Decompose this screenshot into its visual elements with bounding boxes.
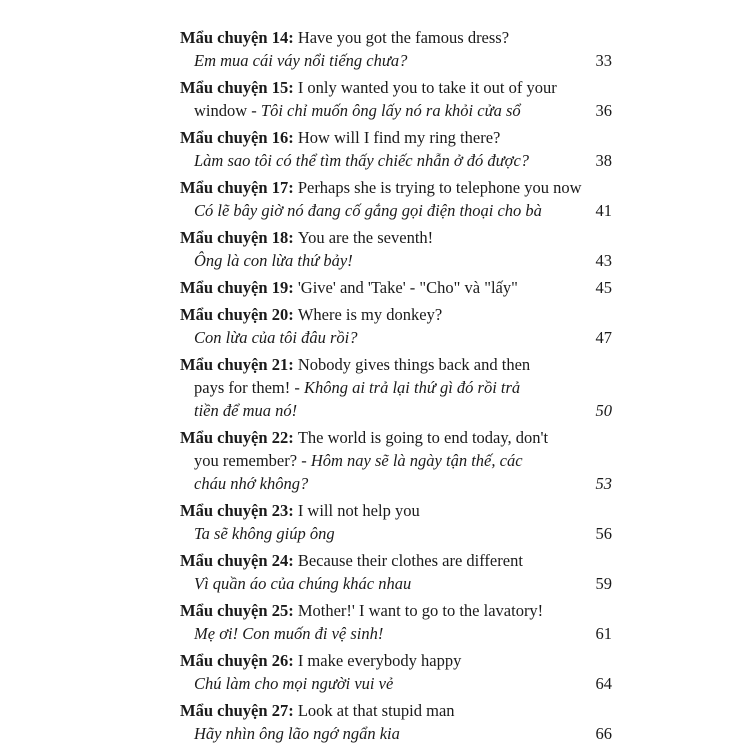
toc-entry-number: 24	[271, 551, 289, 570]
toc-entry-translation-line	[180, 522, 612, 545]
toc-entry	[180, 126, 612, 172]
toc-entry-label: Mẩu chuyện 20:	[180, 305, 298, 324]
toc-entry-vietnamese-title: Hãy nhìn ông lão ngớ ngẩn kia	[194, 724, 400, 743]
toc-entry-translation-line	[180, 376, 612, 399]
toc-entry	[180, 26, 612, 72]
toc-entry-page-number: 47	[595, 328, 612, 347]
toc-entry-number: 25	[271, 601, 289, 620]
toc-entry-label: Mẩu chuyện 16:	[180, 128, 298, 147]
toc-entry-number: 16	[271, 128, 289, 147]
toc-entry-page-number: 36	[595, 101, 612, 120]
toc-entry-translation-line	[180, 149, 612, 172]
toc-entry	[180, 226, 612, 272]
toc-entry-vietnamese-title: Tôi chỉ muốn ông lấy nó ra khỏi cửa sổ	[260, 101, 521, 120]
toc-entry-label: Mẩu chuyện 26:	[180, 651, 298, 670]
toc-entry-english-title: Nobody gives things back and then	[297, 355, 531, 374]
toc-entry-title-line	[180, 699, 612, 722]
toc-entry-vietnamese-title: Vì quần áo của chúng khác nhau	[194, 574, 412, 593]
toc-entry-vietnamese-title: Ông là con lừa thứ bảy!	[194, 251, 353, 270]
toc-entry-english-title: Look at that stupid man	[297, 701, 455, 720]
toc-entry-translation-line	[180, 49, 612, 72]
toc-entry-number: 22	[271, 428, 289, 447]
toc-entry-translation-line	[180, 572, 612, 595]
toc-entry-english-title: I will not help you	[297, 501, 420, 520]
toc-entry-vietnamese-title: Ta sẽ không giúp ông	[194, 524, 335, 543]
toc-entry-title-line	[180, 649, 612, 672]
toc-entry-vietnamese-title: Có lẽ bây giờ nó đang cố gắng gọi điện thoại cho bà	[194, 201, 542, 220]
toc-entry-number: 19	[271, 278, 289, 297]
toc-entry-vietnamese-title: Hôm nay sẽ là ngày tận thế, các	[310, 451, 523, 470]
toc-entry-page-number: 61	[595, 624, 612, 643]
toc-entry	[180, 76, 612, 122]
toc-entry-english-title: Where is my donkey?	[297, 305, 443, 324]
toc-entry-translation-line	[180, 249, 612, 272]
toc-entry	[180, 699, 612, 745]
toc-entry-title-line	[180, 426, 612, 449]
toc-entry-english-title: You are the seventh!	[297, 228, 434, 247]
toc-entry-title-line	[180, 276, 612, 299]
toc-entry-label: Mẩu chuyện 21:	[180, 355, 298, 374]
toc-entry-english-title: Because their clothes are different	[297, 551, 523, 570]
toc-entry-number: 18	[271, 228, 289, 247]
toc-entry-page-number: 56	[595, 524, 612, 543]
toc-entry-english-title: I make everybody happy	[297, 651, 462, 670]
toc-entry	[180, 353, 612, 422]
toc-entry-number: 17	[271, 178, 289, 197]
toc-entry-english-title: Have you got the famous dress?	[297, 28, 510, 47]
toc-entry-page-number: 64	[595, 674, 612, 693]
toc-entry-title-line	[180, 549, 612, 572]
toc-entry-translation-line	[180, 199, 612, 222]
toc-entry-english-title: The world is going to end today, don't	[297, 428, 549, 447]
toc-entry	[180, 176, 612, 222]
toc-entry	[180, 649, 612, 695]
toc-entry-english-title: Perhaps she is trying to telephone you now	[297, 178, 582, 197]
toc-entry-label: Mẩu chuyện 19:	[180, 278, 298, 297]
toc-entry-title-line	[180, 499, 612, 522]
toc-entry-english-title: How will I find my ring there?	[297, 128, 501, 147]
toc-entry-translation-line	[180, 722, 612, 745]
toc-entry-translation-line	[180, 99, 612, 122]
toc-entry-title-line	[180, 126, 612, 149]
toc-entry	[180, 276, 612, 299]
toc-entry-label: Mẩu chuyện 23:	[180, 501, 298, 520]
toc-entry-label: Mẩu chuyện 18:	[180, 228, 298, 247]
toc-entry-page-number: 38	[595, 151, 612, 170]
toc-entry-number: 23	[271, 501, 289, 520]
toc-entry-title-line	[180, 353, 612, 376]
toc-entry-english-continuation: pays for them! -	[194, 378, 304, 397]
toc-entry-english-title: Mother!' I want to go to the lavatory!	[297, 601, 544, 620]
toc-entry-title-line	[180, 176, 612, 199]
toc-entry	[180, 303, 612, 349]
toc-entry-number: 20	[271, 305, 289, 324]
toc-entry-title-line	[180, 226, 612, 249]
toc-entry-vietnamese-title: Em mua cái váy nổi tiếng chưa?	[194, 51, 408, 70]
toc-entry-page-number: 41	[595, 201, 612, 220]
toc-entry-vietnamese-title: Không ai trả lại thứ gì đó rồi trả	[303, 378, 521, 397]
toc-entry-label: Mẩu chuyện 25:	[180, 601, 298, 620]
toc-entry-number: 15	[271, 78, 289, 97]
toc-entry-translation-line	[180, 672, 612, 695]
toc-entry-label: Mẩu chuyện 15:	[180, 78, 298, 97]
toc-entry-label: Mẩu chuyện 14:	[180, 28, 298, 47]
toc-entry-translation-line	[180, 326, 612, 349]
toc-entry-vietnamese-continuation: cháu nhớ không? 53	[194, 474, 612, 493]
toc-entry-number: 14	[271, 28, 289, 47]
toc-entry-page-number: 45	[595, 278, 612, 297]
toc-entry-title-line	[180, 26, 612, 49]
toc-entry-vietnamese-title: Chú làm cho mọi người vui vẻ	[194, 674, 394, 693]
toc-entry-number: 26	[271, 651, 289, 670]
toc-entry-vietnamese-title: Làm sao tôi có thể tìm thấy chiếc nhẫn ở đó được?	[194, 151, 530, 170]
toc-entry-english-continuation: you remember? -	[194, 451, 311, 470]
toc-entry	[180, 426, 612, 495]
toc-entry-english-continuation: window -	[194, 101, 261, 120]
toc-entry-page-number: 33	[595, 51, 612, 70]
toc-entry-page-number: 66	[595, 724, 612, 743]
toc-entry	[180, 599, 612, 645]
toc-entry-translation-line	[180, 622, 612, 645]
toc-entry-label: Mẩu chuyện 24:	[180, 551, 298, 570]
toc-entry-translation-line	[180, 449, 612, 472]
table-of-contents	[180, 26, 612, 749]
toc-entry-vietnamese-continuation: tiền để mua nó! 50	[194, 401, 612, 420]
toc-entry-title-line	[180, 303, 612, 326]
toc-entry-label: Mẩu chuyện 27:	[180, 701, 298, 720]
toc-entry-label: Mẩu chuyện 17:	[180, 178, 298, 197]
toc-entry-page-number: 59	[595, 574, 612, 593]
toc-entry-title-line	[180, 76, 612, 99]
toc-entry-label: Mẩu chuyện 22:	[180, 428, 298, 447]
toc-entry-page-number: 43	[595, 251, 612, 270]
toc-entry-title-line	[180, 599, 612, 622]
toc-entry-page-number: 53	[595, 474, 612, 493]
toc-entry-page-number: 50	[595, 401, 612, 420]
toc-entry-english-title: I only wanted you to take it out of your	[297, 78, 557, 97]
toc-entry-number: 21	[271, 355, 289, 374]
toc-entry	[180, 499, 612, 545]
toc-entry-number: 27	[271, 701, 289, 720]
toc-entry	[180, 549, 612, 595]
toc-entry-vietnamese-title: Con lừa của tôi đâu rồi?	[194, 328, 358, 347]
toc-entry-vietnamese-title: Mẹ ơi! Con muốn đi vệ sinh!	[194, 624, 384, 643]
toc-entry-english-title: 'Give' and 'Take' - "Cho" và "lấy"	[297, 278, 518, 297]
